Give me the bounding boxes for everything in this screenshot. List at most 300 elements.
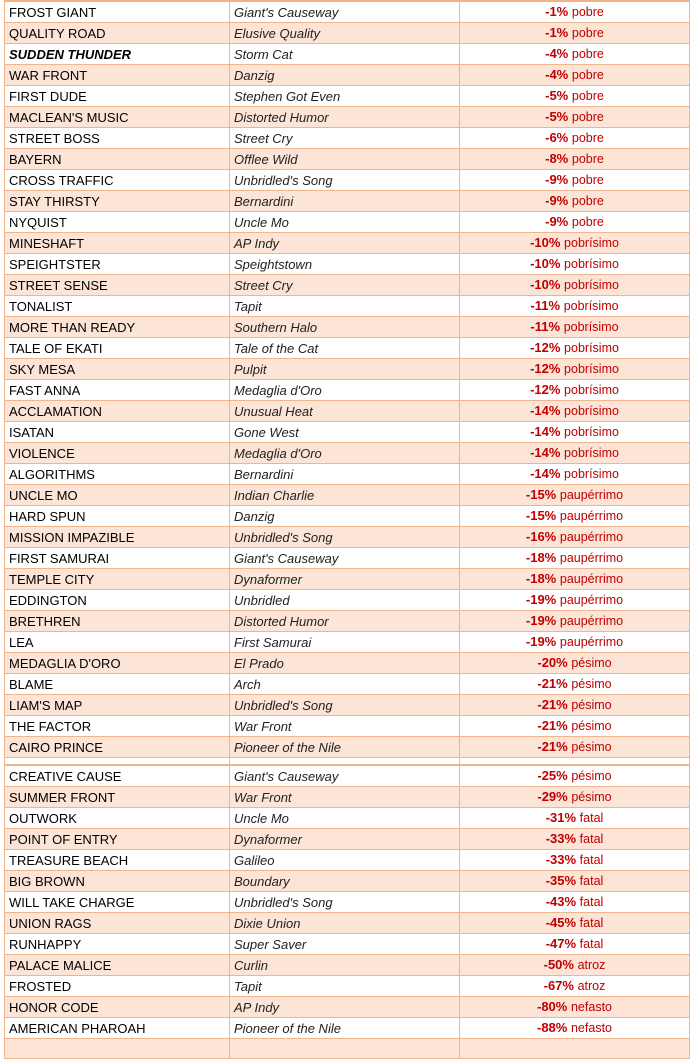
table-row	[5, 653, 690, 674]
table-row	[5, 548, 690, 569]
percent-value: -21%	[537, 697, 568, 712]
horse-name-cell[interactable]: UNION RAGS	[5, 913, 230, 934]
table-row	[5, 913, 690, 934]
rating-word: pobre	[571, 215, 604, 229]
sire-table-lower	[4, 765, 690, 1059]
rating-word: paupérrimo	[559, 593, 624, 607]
percent-value: -14%	[530, 424, 561, 439]
rating-word: atroz	[577, 958, 606, 972]
table-row	[5, 170, 690, 191]
sire-cell[interactable]: Storm Cat	[230, 44, 460, 65]
rating-word: paupérrimo	[559, 488, 624, 502]
horse-name-cell[interactable]: CROSS TRAFFIC	[5, 170, 230, 191]
sire-cell[interactable]: Unbridled's Song	[230, 695, 460, 716]
percent-value: -33%	[545, 831, 577, 846]
sire-cell[interactable]: Pulpit	[230, 359, 460, 380]
horse-name-cell[interactable]: PALACE MALICE	[5, 955, 230, 976]
horse-name-cell[interactable]: FIRST DUDE	[5, 86, 230, 107]
table-row	[5, 128, 690, 149]
percent-value: -21%	[537, 676, 568, 691]
horse-name-cell[interactable]: ISATAN	[5, 422, 230, 443]
horse-name-cell[interactable]: SUDDEN THUNDER	[5, 44, 230, 65]
table-row	[5, 787, 690, 808]
horse-name-cell[interactable]: POINT OF ENTRY	[5, 829, 230, 850]
rating-word: pobre	[571, 47, 604, 61]
rating-word: pésimo	[571, 677, 612, 691]
rating-cell[interactable]	[460, 107, 690, 128]
horse-name-cell[interactable]: TREASURE BEACH	[5, 850, 230, 871]
percent-value: -14%	[530, 445, 561, 460]
horse-name-cell[interactable]: TALE OF EKATI	[5, 338, 230, 359]
sire-cell[interactable]: Danzig	[230, 506, 460, 527]
percent-value: -33%	[545, 852, 577, 867]
sire-cell[interactable]: Unbridled's Song	[230, 170, 460, 191]
rating-cell[interactable]	[460, 422, 690, 443]
sire-cell[interactable]: Stephen Got Even	[230, 86, 460, 107]
percent-value: -43%	[545, 894, 577, 909]
rating-word: pésimo	[571, 719, 612, 733]
sire-cell[interactable]: El Prado	[230, 653, 460, 674]
sire-cell[interactable]: Medaglia d'Oro	[230, 443, 460, 464]
rating-cell[interactable]	[460, 380, 690, 401]
empty-cell[interactable]	[5, 1039, 230, 1059]
percent-value: -8%	[545, 151, 569, 166]
percent-value: -1%	[545, 25, 569, 40]
rating-word: pobrísimo	[564, 362, 619, 376]
horse-name-cell[interactable]: OUTWORK	[5, 808, 230, 829]
table-row	[5, 590, 690, 611]
rating-cell[interactable]	[460, 233, 690, 254]
percent-value: -10%	[530, 256, 561, 271]
table-row	[5, 737, 690, 758]
percent-value: -10%	[530, 235, 561, 250]
horse-name-cell[interactable]: LIAM'S MAP	[5, 695, 230, 716]
rating-cell[interactable]	[460, 86, 690, 107]
rating-cell[interactable]	[460, 401, 690, 422]
rating-cell[interactable]	[460, 464, 690, 485]
rating-cell[interactable]	[460, 611, 690, 632]
table-row	[5, 934, 690, 955]
sire-cell[interactable]: Medaglia d'Oro	[230, 380, 460, 401]
horse-name-cell[interactable]: MINESHAFT	[5, 233, 230, 254]
rating-word: pobrísimo	[564, 404, 619, 418]
sire-cell[interactable]: Galileo	[230, 850, 460, 871]
rating-cell[interactable]	[460, 506, 690, 527]
horse-name-cell[interactable]: SKY MESA	[5, 359, 230, 380]
rating-cell[interactable]	[460, 934, 690, 955]
rating-cell[interactable]	[460, 829, 690, 850]
rating-word: pobrísimo	[563, 320, 619, 334]
rating-cell[interactable]	[460, 976, 690, 997]
rating-cell[interactable]	[460, 191, 690, 212]
rating-word: pobrísimo	[563, 299, 619, 313]
sire-cell[interactable]: Bernardini	[230, 464, 460, 485]
percent-value: -19%	[525, 613, 557, 628]
table-row	[5, 107, 690, 128]
sire-cell[interactable]: Dynaformer	[230, 569, 460, 590]
table-row	[5, 632, 690, 653]
rating-word: pobrísimo	[564, 257, 619, 271]
sire-cell[interactable]: AP Indy	[230, 997, 460, 1018]
table-row	[5, 191, 690, 212]
sire-cell[interactable]: Southern Halo	[230, 317, 460, 338]
percent-value: -12%	[530, 361, 561, 376]
rating-cell[interactable]	[460, 913, 690, 934]
rating-cell[interactable]	[460, 766, 690, 787]
horse-name-cell[interactable]: UNCLE MO	[5, 485, 230, 506]
rating-cell[interactable]	[460, 338, 690, 359]
rating-cell[interactable]	[460, 653, 690, 674]
horse-name-cell[interactable]: STAY THIRSTY	[5, 191, 230, 212]
rating-word: pobrísimo	[564, 236, 619, 250]
percent-value: -6%	[545, 130, 569, 145]
sire-cell[interactable]: Danzig	[230, 65, 460, 86]
separator-cell	[5, 758, 230, 765]
percent-value: -19%	[525, 634, 557, 649]
horse-name-cell[interactable]: STREET SENSE	[5, 275, 230, 296]
sire-cell[interactable]: Bernardini	[230, 191, 460, 212]
rating-word: pésimo	[571, 740, 612, 754]
rating-word: pobrísimo	[564, 383, 619, 397]
table-row	[5, 506, 690, 527]
horse-name-cell[interactable]: VIOLENCE	[5, 443, 230, 464]
table-row	[5, 422, 690, 443]
sire-cell[interactable]: AP Indy	[230, 233, 460, 254]
table-body-upper	[5, 1, 690, 765]
table-row	[5, 296, 690, 317]
rating-cell[interactable]	[460, 128, 690, 149]
percent-value: -1%	[545, 4, 569, 19]
table-row	[5, 44, 690, 65]
rating-word: fatal	[579, 853, 604, 867]
horse-name-cell[interactable]: FAST ANNA	[5, 380, 230, 401]
rating-word: pobre	[571, 194, 604, 208]
rating-cell[interactable]	[460, 695, 690, 716]
percent-value: -14%	[530, 403, 561, 418]
horse-name-cell[interactable]: QUALITY ROAD	[5, 23, 230, 44]
rating-cell[interactable]	[460, 485, 690, 506]
horse-name-cell[interactable]: TONALIST	[5, 296, 230, 317]
horse-name-cell[interactable]: CREATIVE CAUSE	[5, 766, 230, 787]
horse-name-cell[interactable]: MACLEAN'S MUSIC	[5, 107, 230, 128]
percent-value: -4%	[545, 67, 569, 82]
rating-cell[interactable]	[460, 808, 690, 829]
rating-word: pésimo	[571, 769, 612, 783]
sire-cell[interactable]: Unusual Heat	[230, 401, 460, 422]
rating-word: pésimo	[571, 790, 612, 804]
row-separator	[5, 758, 690, 765]
table-row	[5, 464, 690, 485]
sire-cell[interactable]: Curlin	[230, 955, 460, 976]
rating-word: paupérrimo	[559, 635, 624, 649]
horse-name-cell[interactable]: THE FACTOR	[5, 716, 230, 737]
empty-cell[interactable]	[230, 1039, 460, 1059]
rating-word: fatal	[579, 937, 604, 951]
sire-cell[interactable]: Unbridled	[230, 590, 460, 611]
sire-cell[interactable]: Giant's Causeway	[230, 548, 460, 569]
horse-name-cell[interactable]: BLAME	[5, 674, 230, 695]
rating-cell[interactable]	[460, 65, 690, 86]
horse-name-cell[interactable]: SUMMER FRONT	[5, 787, 230, 808]
horse-name-cell[interactable]: HONOR CODE	[5, 997, 230, 1018]
table-row	[5, 695, 690, 716]
sire-cell[interactable]: Indian Charlie	[230, 485, 460, 506]
rating-cell[interactable]	[460, 716, 690, 737]
horse-name-cell[interactable]: MEDAGLIA D'ORO	[5, 653, 230, 674]
horse-name-cell[interactable]: BIG BROWN	[5, 871, 230, 892]
rating-word: paupérrimo	[559, 551, 624, 565]
sire-cell[interactable]: Giant's Causeway	[230, 1, 460, 23]
horse-name-cell[interactable]: AMERICAN PHAROAH	[5, 1018, 230, 1039]
rating-word: pobrísimo	[564, 278, 619, 292]
table-row	[5, 674, 690, 695]
rating-cell[interactable]	[460, 787, 690, 808]
separator-cell	[230, 758, 460, 765]
sire-table-upper	[4, 0, 690, 765]
percent-value: -10%	[530, 277, 561, 292]
percent-value: -9%	[545, 193, 569, 208]
table-row	[5, 443, 690, 464]
percent-value: -11%	[530, 319, 561, 334]
rating-cell[interactable]	[460, 23, 690, 44]
separator-cell	[460, 758, 690, 765]
rating-word: pésimo	[571, 656, 612, 670]
percent-value: -5%	[545, 109, 569, 124]
table-row	[5, 808, 690, 829]
table-row	[5, 829, 690, 850]
rating-cell[interactable]	[460, 170, 690, 191]
rating-word: pobre	[571, 26, 604, 40]
sire-cell[interactable]: Offlee Wild	[230, 149, 460, 170]
rating-word: fatal	[579, 832, 604, 846]
sire-cell[interactable]: Dynaformer	[230, 829, 460, 850]
horse-name-cell[interactable]: STREET BOSS	[5, 128, 230, 149]
rating-cell[interactable]	[460, 359, 690, 380]
rating-word: pobrísimo	[564, 446, 619, 460]
table-row	[5, 611, 690, 632]
horse-name-cell[interactable]: LEA	[5, 632, 230, 653]
rating-word: paupérrimo	[559, 614, 624, 628]
sire-cell[interactable]: War Front	[230, 787, 460, 808]
sire-cell[interactable]: Street Cry	[230, 275, 460, 296]
rating-cell[interactable]	[460, 317, 690, 338]
rating-word: pobrísimo	[564, 341, 619, 355]
sire-cell[interactable]: Elusive Quality	[230, 23, 460, 44]
rating-word: paupérrimo	[559, 509, 624, 523]
table-row	[5, 254, 690, 275]
horse-name-cell[interactable]: RUNHAPPY	[5, 934, 230, 955]
percent-value: -31%	[545, 810, 577, 825]
sire-cell[interactable]: Super Saver	[230, 934, 460, 955]
horse-name-cell[interactable]: MISSION IMPAZIBLE	[5, 527, 230, 548]
rating-cell[interactable]	[460, 955, 690, 976]
rating-word: pobrísimo	[564, 467, 619, 481]
empty-cell[interactable]	[460, 1039, 690, 1059]
rating-word: fatal	[579, 895, 604, 909]
rating-cell[interactable]	[460, 850, 690, 871]
rating-cell[interactable]	[460, 296, 690, 317]
sire-cell[interactable]: Distorted Humor	[230, 611, 460, 632]
table-row	[5, 955, 690, 976]
sire-cell[interactable]: Dixie Union	[230, 913, 460, 934]
percent-value: -14%	[530, 466, 561, 481]
spreadsheet	[4, 0, 689, 1036]
table-row	[5, 359, 690, 380]
sire-cell[interactable]: Speightstown	[230, 254, 460, 275]
table-row	[5, 569, 690, 590]
table-row	[5, 401, 690, 422]
sire-cell[interactable]: First Samurai	[230, 632, 460, 653]
empty-row	[5, 1039, 690, 1059]
sire-cell[interactable]: Pioneer of the Nile	[230, 1018, 460, 1039]
rating-cell[interactable]	[460, 590, 690, 611]
percent-value: -47%	[545, 936, 577, 951]
rating-cell[interactable]	[460, 1018, 690, 1039]
horse-name-cell[interactable]: BAYERN	[5, 149, 230, 170]
horse-name-cell[interactable]: ACCLAMATION	[5, 401, 230, 422]
percent-value: -20%	[537, 655, 568, 670]
sire-cell[interactable]: Pioneer of the Nile	[230, 737, 460, 758]
sire-cell[interactable]: Arch	[230, 674, 460, 695]
sire-cell[interactable]: Boundary	[230, 871, 460, 892]
table-row	[5, 380, 690, 401]
sire-cell[interactable]: Street Cry	[230, 128, 460, 149]
percent-value: -15%	[525, 508, 557, 523]
percent-value: -12%	[530, 382, 561, 397]
rating-word: paupérrimo	[559, 530, 624, 544]
percent-value: -16%	[525, 529, 557, 544]
percent-value: -21%	[537, 718, 568, 733]
table-row	[5, 233, 690, 254]
rating-cell[interactable]	[460, 871, 690, 892]
rating-cell[interactable]	[460, 212, 690, 233]
horse-name-cell[interactable]: TEMPLE CITY	[5, 569, 230, 590]
percent-value: -50%	[543, 957, 574, 972]
sire-cell[interactable]: Tapit	[230, 976, 460, 997]
rating-word: pobre	[571, 131, 604, 145]
rating-cell[interactable]	[460, 997, 690, 1018]
table-row	[5, 871, 690, 892]
rating-word: pobre	[571, 152, 604, 166]
rating-cell[interactable]	[460, 443, 690, 464]
rating-word: fatal	[579, 811, 604, 825]
rating-cell[interactable]	[460, 44, 690, 65]
rating-cell[interactable]	[460, 569, 690, 590]
rating-cell[interactable]	[460, 254, 690, 275]
percent-value: -29%	[537, 789, 568, 804]
rating-cell[interactable]	[460, 892, 690, 913]
sire-cell[interactable]: Distorted Humor	[230, 107, 460, 128]
rating-cell[interactable]	[460, 548, 690, 569]
table-row	[5, 149, 690, 170]
sire-cell[interactable]: Tapit	[230, 296, 460, 317]
horse-name-cell[interactable]: MORE THAN READY	[5, 317, 230, 338]
table-row	[5, 23, 690, 44]
sire-cell[interactable]: Unbridled's Song	[230, 527, 460, 548]
sire-cell[interactable]: Uncle Mo	[230, 808, 460, 829]
rating-word: pobre	[571, 5, 604, 19]
rating-word: pobre	[571, 68, 604, 82]
rating-cell[interactable]	[460, 149, 690, 170]
rating-cell[interactable]	[460, 632, 690, 653]
table-row	[5, 716, 690, 737]
horse-name-cell[interactable]: EDDINGTON	[5, 590, 230, 611]
percent-value: -18%	[525, 550, 557, 565]
table-row	[5, 766, 690, 787]
rating-word: paupérrimo	[559, 572, 624, 586]
horse-name-cell[interactable]: WILL TAKE CHARGE	[5, 892, 230, 913]
rating-word: pésimo	[571, 698, 612, 712]
rating-word: nefasto	[570, 1000, 612, 1014]
rating-cell[interactable]	[460, 1, 690, 23]
percent-value: -35%	[545, 873, 577, 888]
rating-word: fatal	[579, 874, 604, 888]
table-row	[5, 997, 690, 1018]
horse-name-cell[interactable]: BRETHREN	[5, 611, 230, 632]
horse-name-cell[interactable]: ALGORITHMS	[5, 464, 230, 485]
rating-word: pobre	[571, 89, 604, 103]
sire-cell[interactable]: War Front	[230, 716, 460, 737]
horse-name-cell[interactable]: CAIRO PRINCE	[5, 737, 230, 758]
sire-cell[interactable]: Unbridled's Song	[230, 892, 460, 913]
table-row	[5, 485, 690, 506]
table-row	[5, 976, 690, 997]
percent-value: -15%	[525, 487, 557, 502]
table-row	[5, 527, 690, 548]
percent-value: -67%	[543, 978, 574, 993]
horse-name-cell[interactable]: NYQUIST	[5, 212, 230, 233]
table-body-lower	[5, 766, 690, 1059]
rating-word: fatal	[579, 916, 604, 930]
rating-cell[interactable]	[460, 674, 690, 695]
rating-word: pobre	[571, 110, 604, 124]
horse-name-cell[interactable]: FIRST SAMURAI	[5, 548, 230, 569]
percent-value: -18%	[525, 571, 557, 586]
percent-value: -9%	[545, 172, 569, 187]
table-row	[5, 212, 690, 233]
horse-name-cell[interactable]: WAR FRONT	[5, 65, 230, 86]
table-row	[5, 892, 690, 913]
rating-word: pobrísimo	[564, 425, 619, 439]
percent-value: -45%	[545, 915, 577, 930]
horse-name-cell[interactable]: SPEIGHTSTER	[5, 254, 230, 275]
percent-value: -80%	[537, 999, 568, 1014]
table-row	[5, 1, 690, 23]
sire-cell[interactable]: Tale of the Cat	[230, 338, 460, 359]
percent-value: -88%	[537, 1020, 568, 1035]
sire-cell[interactable]: Gone West	[230, 422, 460, 443]
percent-value: -12%	[530, 340, 561, 355]
horse-name-cell[interactable]: HARD SPUN	[5, 506, 230, 527]
rating-cell[interactable]	[460, 527, 690, 548]
rating-word: nefasto	[570, 1021, 612, 1035]
table-row	[5, 338, 690, 359]
percent-value: -21%	[537, 739, 568, 754]
rating-cell[interactable]	[460, 275, 690, 296]
rating-cell[interactable]	[460, 737, 690, 758]
horse-name-cell[interactable]: FROST GIANT	[5, 1, 230, 23]
table-row	[5, 850, 690, 871]
horse-name-cell[interactable]: FROSTED	[5, 976, 230, 997]
sire-cell[interactable]: Uncle Mo	[230, 212, 460, 233]
percent-value: -4%	[545, 46, 569, 61]
percent-value: -25%	[537, 768, 568, 783]
sire-cell[interactable]: Giant's Causeway	[230, 766, 460, 787]
table-row	[5, 1018, 690, 1039]
table-row	[5, 317, 690, 338]
percent-value: -19%	[525, 592, 557, 607]
percent-value: -5%	[545, 88, 569, 103]
